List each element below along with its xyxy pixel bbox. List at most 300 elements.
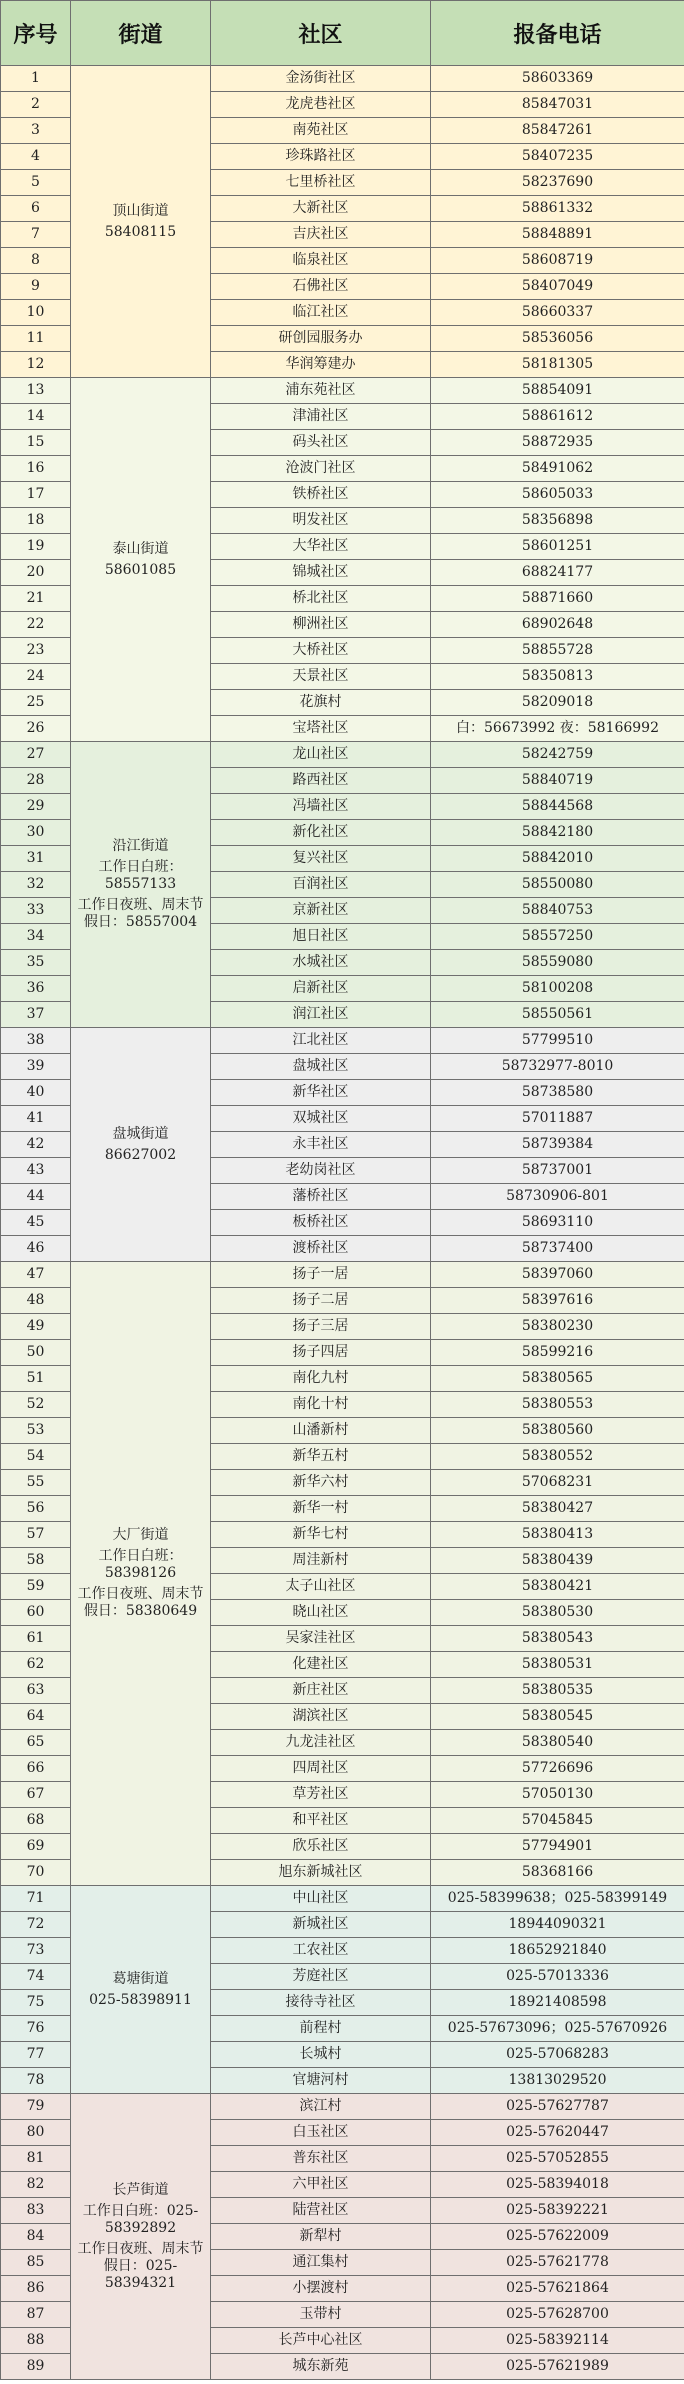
row-index: 38 [1,1028,71,1054]
phone-number: 58380439 [431,1548,684,1574]
row-index: 57 [1,1522,71,1548]
phone-number: 58242759 [431,742,684,768]
community-name: 山潘新村 [211,1418,431,1444]
phone-number: 025-58392221 [431,2198,684,2224]
row-index: 1 [1,66,71,92]
row-index: 77 [1,2042,71,2068]
phone-number: 58601251 [431,534,684,560]
row-index: 45 [1,1210,71,1236]
community-name: 永丰社区 [211,1132,431,1158]
phone-number: 025-57052855 [431,2146,684,2172]
phone-number: 58407235 [431,144,684,170]
community-name: 长城村 [211,2042,431,2068]
community-name: 接待寺社区 [211,1990,431,2016]
row-index: 84 [1,2224,71,2250]
street-cell [71,378,211,742]
street-cell [71,742,211,1028]
phone-number: 58844568 [431,794,684,820]
table-row [1,1028,684,1054]
community-name: 欣乐社区 [211,1834,431,1860]
community-name: 临泉社区 [211,248,431,274]
phone-number: 58350813 [431,664,684,690]
phone-number: 58356898 [431,508,684,534]
phone-number: 58738580 [431,1080,684,1106]
row-index: 81 [1,2146,71,2172]
community-name: 大新社区 [211,196,431,222]
phone-number: 025-58392114 [431,2328,684,2354]
community-name: 藩桥社区 [211,1184,431,1210]
phone-number: 58380530 [431,1600,684,1626]
community-name: 九龙洼社区 [211,1730,431,1756]
community-name: 白玉社区 [211,2120,431,2146]
phone-number: 58660337 [431,300,684,326]
street-phone: 58601085 [104,561,177,578]
phone-number: 68902648 [431,612,684,638]
community-name: 华润筹建办 [211,352,431,378]
phone-number: 58380230 [431,1314,684,1340]
row-index: 2 [1,92,71,118]
phone-number: 025-57068283 [431,2042,684,2068]
community-name: 津浦社区 [211,404,431,430]
community-name: 工农社区 [211,1938,431,1964]
community-name: 扬子二居 [211,1288,431,1314]
phone-number: 58380552 [431,1444,684,1470]
row-index: 6 [1,196,71,222]
street-cell [71,1028,211,1262]
phone-number: 58550080 [431,872,684,898]
street-cell [71,66,211,378]
street-name: 盘城街道 [112,1125,169,1142]
row-index: 74 [1,1964,71,1990]
row-index: 9 [1,274,71,300]
phone-number: 025-58399638；025-58399149 [431,1886,684,1912]
row-index: 41 [1,1106,71,1132]
row-index: 21 [1,586,71,612]
community-name: 新华五村 [211,1444,431,1470]
phone-number: 025-57621989 [431,2354,684,2380]
community-name: 宝塔社区 [211,716,431,742]
row-index: 72 [1,1912,71,1938]
community-name: 南苑社区 [211,118,431,144]
table-row [1,742,684,768]
community-name: 南化九村 [211,1366,431,1392]
row-index: 65 [1,1730,71,1756]
community-name: 旭日社区 [211,924,431,950]
community-name: 板桥社区 [211,1210,431,1236]
community-name: 新庄社区 [211,1678,431,1704]
community-name: 新化社区 [211,820,431,846]
phone-number: 025-58394018 [431,2172,684,2198]
phone-number: 57045845 [431,1808,684,1834]
row-index: 18 [1,508,71,534]
row-index: 55 [1,1470,71,1496]
phone-number: 58737001 [431,1158,684,1184]
row-index: 8 [1,248,71,274]
community-name: 四周社区 [211,1756,431,1782]
community-name: 铁桥社区 [211,482,431,508]
row-index: 68 [1,1808,71,1834]
community-name: 复兴社区 [211,846,431,872]
phone-number: 58550561 [431,1002,684,1028]
phone-number: 58854091 [431,378,684,404]
phone-number: 58739384 [431,1132,684,1158]
row-index: 23 [1,638,71,664]
phone-number: 58871660 [431,586,684,612]
community-name: 龙山社区 [211,742,431,768]
street-name: 泰山街道 [112,540,169,557]
community-name: 路西社区 [211,768,431,794]
phone-number: 025-57621864 [431,2276,684,2302]
community-name: 研创园服务办 [211,326,431,352]
row-index: 53 [1,1418,71,1444]
row-index: 89 [1,2354,71,2380]
community-name: 小摆渡村 [211,2276,431,2302]
community-name: 太子山社区 [211,1574,431,1600]
row-index: 67 [1,1782,71,1808]
phone-number: 57068231 [431,1470,684,1496]
community-name: 石佛社区 [211,274,431,300]
phone-number: 58536056 [431,326,684,352]
phone-number: 025-57628700 [431,2302,684,2328]
phone-number: 58380413 [431,1522,684,1548]
row-index: 87 [1,2302,71,2328]
phone-number: 58599216 [431,1340,684,1366]
community-name: 芳庭社区 [211,1964,431,1990]
community-name: 城东新苑 [211,2354,431,2380]
phone-number: 58380565 [431,1366,684,1392]
phone-number: 58559080 [431,950,684,976]
phone-number: 58730906-801 [431,1184,684,1210]
row-index: 22 [1,612,71,638]
row-index: 58 [1,1548,71,1574]
phone-number: 57799510 [431,1028,684,1054]
row-index: 33 [1,898,71,924]
community-name: 江北社区 [211,1028,431,1054]
community-name: 滨江村 [211,2094,431,2120]
phone-number: 025-57673096；025-57670926 [431,2016,684,2042]
community-name: 扬子三居 [211,1314,431,1340]
row-index: 49 [1,1314,71,1340]
row-index: 54 [1,1444,71,1470]
row-index: 11 [1,326,71,352]
phone-number: 58848891 [431,222,684,248]
street-phone: 58408115 [104,223,177,240]
phone-number: 025-57013336 [431,1964,684,1990]
phone-number: 58491062 [431,456,684,482]
row-index: 51 [1,1366,71,1392]
row-index: 46 [1,1236,71,1262]
row-index: 28 [1,768,71,794]
row-index: 69 [1,1834,71,1860]
row-index: 60 [1,1600,71,1626]
street-name: 沿江街道 [112,838,169,854]
row-index: 10 [1,300,71,326]
row-index: 47 [1,1262,71,1288]
phone-number: 58842180 [431,820,684,846]
phone-number: 58380531 [431,1652,684,1678]
phone-number: 58603369 [431,66,684,92]
community-name: 长芦中心社区 [211,2328,431,2354]
community-name: 新华七村 [211,1522,431,1548]
header-street: 街道 [71,1,211,66]
phone-number: 58605033 [431,482,684,508]
row-index: 37 [1,1002,71,1028]
phone-number: 18944090321 [431,1912,684,1938]
phone-number: 18921408598 [431,1990,684,2016]
row-index: 12 [1,352,71,378]
phone-number: 白：56673992 夜：58166992 [431,716,684,742]
row-index: 43 [1,1158,71,1184]
row-index: 35 [1,950,71,976]
community-name: 冯墙社区 [211,794,431,820]
community-name: 盘城社区 [211,1054,431,1080]
community-name: 渡桥社区 [211,1236,431,1262]
phone-number: 58840719 [431,768,684,794]
row-index: 70 [1,1860,71,1886]
table-body [1,66,684,2380]
community-name: 湖滨社区 [211,1704,431,1730]
community-name: 柳洲社区 [211,612,431,638]
community-name: 晓山社区 [211,1600,431,1626]
phone-number: 58407049 [431,274,684,300]
street-cell [71,2094,211,2380]
row-index: 44 [1,1184,71,1210]
phone-number: 58380540 [431,1730,684,1756]
phone-number: 85847031 [431,92,684,118]
street-phone: 工作日夜班、周末节假日：025-58394321 [77,2240,204,2291]
street-cell [71,1886,211,2094]
row-index: 79 [1,2094,71,2120]
row-index: 63 [1,1678,71,1704]
row-index: 25 [1,690,71,716]
table-row [1,66,684,92]
row-index: 75 [1,1990,71,2016]
phone-number: 57794901 [431,1834,684,1860]
row-index: 40 [1,1080,71,1106]
street-name: 长芦街道 [112,2181,169,2198]
phone-number: 58693110 [431,1210,684,1236]
street-phone: 025-58398911 [89,1991,192,2008]
community-name: 京新社区 [211,898,431,924]
phone-number: 13813029520 [431,2068,684,2094]
phone-number: 58861612 [431,404,684,430]
row-index: 52 [1,1392,71,1418]
community-name: 明发社区 [211,508,431,534]
row-index: 76 [1,2016,71,2042]
phone-number: 58608719 [431,248,684,274]
row-index: 42 [1,1132,71,1158]
community-name: 前程村 [211,2016,431,2042]
phone-number: 18652921840 [431,1938,684,1964]
row-index: 4 [1,144,71,170]
community-name: 大桥社区 [211,638,431,664]
street-name: 葛塘街道 [112,1970,169,1987]
table-row [1,1886,684,1912]
community-name: 花旗村 [211,690,431,716]
community-name: 新城社区 [211,1912,431,1938]
phone-number: 58181305 [431,352,684,378]
street-phone: 工作日白班：025-58392892 [82,2202,199,2236]
row-index: 16 [1,456,71,482]
community-name: 百润社区 [211,872,431,898]
community-name: 浦东苑社区 [211,378,431,404]
street-cell [71,1262,211,1886]
row-index: 62 [1,1652,71,1678]
community-name: 双城社区 [211,1106,431,1132]
phone-number: 58380543 [431,1626,684,1652]
community-name: 吴家洼社区 [211,1626,431,1652]
community-name: 草芳社区 [211,1782,431,1808]
community-name: 珍珠路社区 [211,144,431,170]
community-name: 扬子四居 [211,1340,431,1366]
row-index: 13 [1,378,71,404]
phone-number: 58380553 [431,1392,684,1418]
street-name: 大厂街道 [112,1527,169,1543]
community-name: 码头社区 [211,430,431,456]
community-name: 陆营社区 [211,2198,431,2224]
community-name: 七里桥社区 [211,170,431,196]
street-phone: 工作日白班：58557133 [98,859,183,892]
header-index: 序号 [1,1,71,66]
phone-number: 58380427 [431,1496,684,1522]
row-index: 83 [1,2198,71,2224]
row-index: 17 [1,482,71,508]
community-name: 天景社区 [211,664,431,690]
community-name: 官塘河村 [211,2068,431,2094]
table-row [1,1262,684,1288]
phone-number: 025-57622009 [431,2224,684,2250]
header-community: 社区 [211,1,431,66]
row-index: 19 [1,534,71,560]
community-name: 中山社区 [211,1886,431,1912]
row-index: 82 [1,2172,71,2198]
community-name: 普东社区 [211,2146,431,2172]
community-name: 六甲社区 [211,2172,431,2198]
community-name: 大华社区 [211,534,431,560]
table-row [1,378,684,404]
row-index: 32 [1,872,71,898]
row-index: 66 [1,1756,71,1782]
table-row [1,2094,684,2120]
row-index: 78 [1,2068,71,2094]
phone-number: 58380421 [431,1574,684,1600]
community-name: 化建社区 [211,1652,431,1678]
community-name: 玉带村 [211,2302,431,2328]
phone-number: 58209018 [431,690,684,716]
community-name: 启新社区 [211,976,431,1002]
street-phone: 工作日白班：58398126 [98,1548,183,1581]
phone-number: 57726696 [431,1756,684,1782]
phone-number: 58380560 [431,1418,684,1444]
phone-number: 58861332 [431,196,684,222]
header-phone: 报备电话 [431,1,684,66]
row-index: 73 [1,1938,71,1964]
phone-number: 58732977-8010 [431,1054,684,1080]
phone-number: 58840753 [431,898,684,924]
row-index: 27 [1,742,71,768]
street-phone: 86627002 [104,1146,177,1163]
row-index: 85 [1,2250,71,2276]
street-phone: 工作日夜班、周末节假日：58380649 [77,1586,204,1619]
row-index: 15 [1,430,71,456]
row-index: 50 [1,1340,71,1366]
phone-number: 68824177 [431,560,684,586]
row-index: 59 [1,1574,71,1600]
street-name: 顶山街道 [112,202,169,219]
phone-number: 58237690 [431,170,684,196]
phone-number: 025-57621778 [431,2250,684,2276]
row-index: 86 [1,2276,71,2302]
community-name: 和平社区 [211,1808,431,1834]
row-index: 64 [1,1704,71,1730]
phone-number: 58397060 [431,1262,684,1288]
phone-number: 58557250 [431,924,684,950]
row-index: 31 [1,846,71,872]
row-index: 20 [1,560,71,586]
community-name: 新犁村 [211,2224,431,2250]
row-index: 29 [1,794,71,820]
phone-number: 58368166 [431,1860,684,1886]
row-index: 39 [1,1054,71,1080]
phone-number: 58100208 [431,976,684,1002]
community-name: 老幼岗社区 [211,1158,431,1184]
community-name: 新华六村 [211,1470,431,1496]
row-index: 88 [1,2328,71,2354]
community-name: 金汤街社区 [211,66,431,92]
row-index: 36 [1,976,71,1002]
phone-number: 57011887 [431,1106,684,1132]
community-name: 吉庆社区 [211,222,431,248]
community-name: 临江社区 [211,300,431,326]
row-index: 71 [1,1886,71,1912]
community-name: 周洼新村 [211,1548,431,1574]
community-name: 扬子一居 [211,1262,431,1288]
community-name: 南化十村 [211,1392,431,1418]
phone-number: 025-57627787 [431,2094,684,2120]
phone-number: 57050130 [431,1782,684,1808]
street-phone: 工作日夜班、周末节假日：58557004 [77,897,204,930]
phone-number: 85847261 [431,118,684,144]
row-index: 7 [1,222,71,248]
phone-number: 58872935 [431,430,684,456]
row-index: 48 [1,1288,71,1314]
phone-number: 58397616 [431,1288,684,1314]
community-name: 桥北社区 [211,586,431,612]
community-name: 锦城社区 [211,560,431,586]
row-index: 56 [1,1496,71,1522]
row-index: 61 [1,1626,71,1652]
row-index: 24 [1,664,71,690]
phone-number: 025-57620447 [431,2120,684,2146]
community-name: 龙虎巷社区 [211,92,431,118]
row-index: 26 [1,716,71,742]
community-name: 润江社区 [211,1002,431,1028]
row-index: 3 [1,118,71,144]
community-name: 沧波门社区 [211,456,431,482]
phone-number: 58855728 [431,638,684,664]
row-index: 80 [1,2120,71,2146]
phone-number: 58842010 [431,846,684,872]
community-name: 旭东新城社区 [211,1860,431,1886]
header-row [1,1,684,66]
community-name: 通江集村 [211,2250,431,2276]
phone-number: 58737400 [431,1236,684,1262]
row-index: 34 [1,924,71,950]
row-index: 30 [1,820,71,846]
community-name: 新华社区 [211,1080,431,1106]
community-name: 新华一村 [211,1496,431,1522]
row-index: 14 [1,404,71,430]
